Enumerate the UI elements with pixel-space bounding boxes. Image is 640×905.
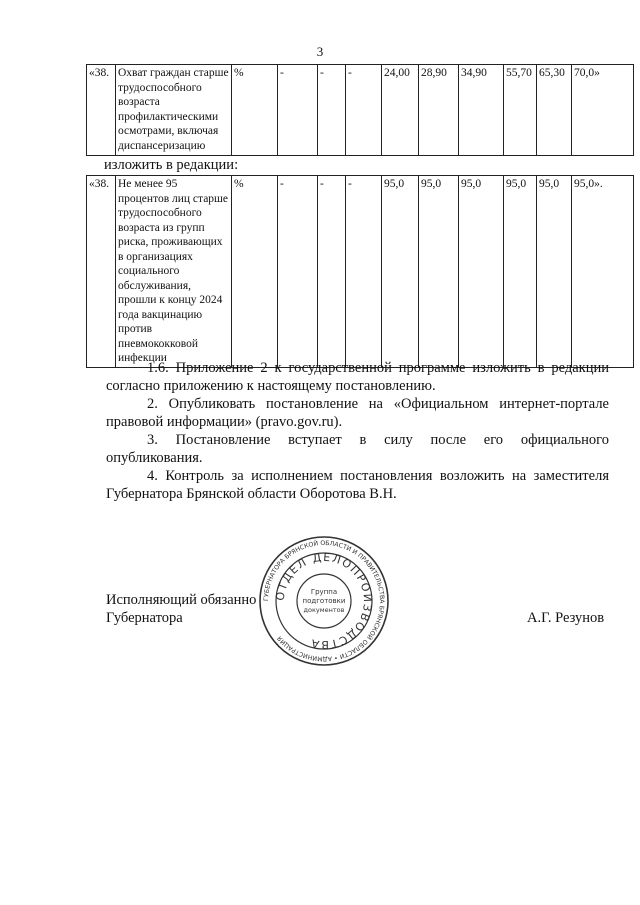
value-cell: -: [318, 65, 346, 156]
value-cell: -: [346, 176, 382, 368]
value-cell: 70,0»: [572, 65, 634, 156]
indicator-cell: Охват граждан старше трудоспособного возраста профилактическими осмотрами, включая диспансеризацию: [116, 65, 232, 156]
unit-cell: %: [232, 176, 278, 368]
signer-name: А.Г. Резунов: [527, 610, 605, 626]
seal-center-line1: Группа: [310, 588, 338, 596]
value-cell: 34,90: [459, 65, 504, 156]
page-number: 3: [316, 44, 324, 59]
edit-instruction: изложить в редакции:: [104, 157, 239, 173]
table-row: [87, 176, 634, 368]
seal-center-line3: документов: [303, 606, 345, 614]
value-cell: 95,0: [537, 176, 572, 368]
value-cell: 55,70: [504, 65, 537, 156]
value-cell: 28,90: [419, 65, 459, 156]
value-cell: 95,0: [419, 176, 459, 368]
table-old-row: [86, 64, 634, 156]
paragraph-1-6: 1.6. Приложение 2 к государственной программе изложить в редакции согласно приложению к настоящему постановлению.: [106, 360, 609, 394]
value-cell: 95,0».: [572, 176, 634, 368]
signer-title: [106, 592, 256, 627]
value-cell: 65,30: [537, 65, 572, 156]
unit-cell: %: [232, 65, 278, 156]
signer-title-line2: Губернатора: [106, 609, 183, 626]
seal-outer-text: ГУБЕРНАТОРА БРЯНСКОЙ ОБЛАСТИ И ПРАВИТЕЛЬСТВА БРЯНСКОЙ ОБЛАСТИ • АДМИНИСТРАЦИЯ: [262, 539, 386, 663]
table-row: [87, 65, 634, 156]
seal-center-line2: подготовки: [302, 597, 346, 605]
signer-title-line1: Исполняющий обязанно: [106, 592, 257, 608]
seal-middle-text: ОТДЕЛ ДЕЛОПРОИЗВОДСТВА: [273, 550, 375, 652]
value-cell: 95,0: [459, 176, 504, 368]
table-new-row: [86, 175, 634, 368]
value-cell: -: [278, 176, 318, 368]
value-cell: 24,00: [382, 65, 419, 156]
paragraph-4: 4. Контроль за исполнением постановления возложить на заместителя Губернатора Брянской области Оборотова В.Н.: [106, 468, 609, 502]
paragraph-2: 2. Опубликовать постановление на «Официальном интернет-портале правовой информации» (pravo.gov.ru).: [106, 396, 609, 430]
value-cell: -: [346, 65, 382, 156]
row-number: «38.: [87, 65, 116, 156]
indicator-cell: Не менее 95 процентов лиц старше трудоспособного возраста из групп риска, проживающих в организациях социального обслуживания, прошли к концу 2024 года вакцинацию против пневмококковой инфекции: [116, 176, 232, 368]
value-cell: 95,0: [382, 176, 419, 368]
paragraph-3: 3. Постановление вступает в силу после его официального опубликования.: [106, 432, 609, 466]
value-cell: -: [278, 65, 318, 156]
value-cell: -: [318, 176, 346, 368]
row-number: «38.: [87, 176, 116, 368]
official-seal: [258, 535, 390, 667]
value-cell: 95,0: [504, 176, 537, 368]
